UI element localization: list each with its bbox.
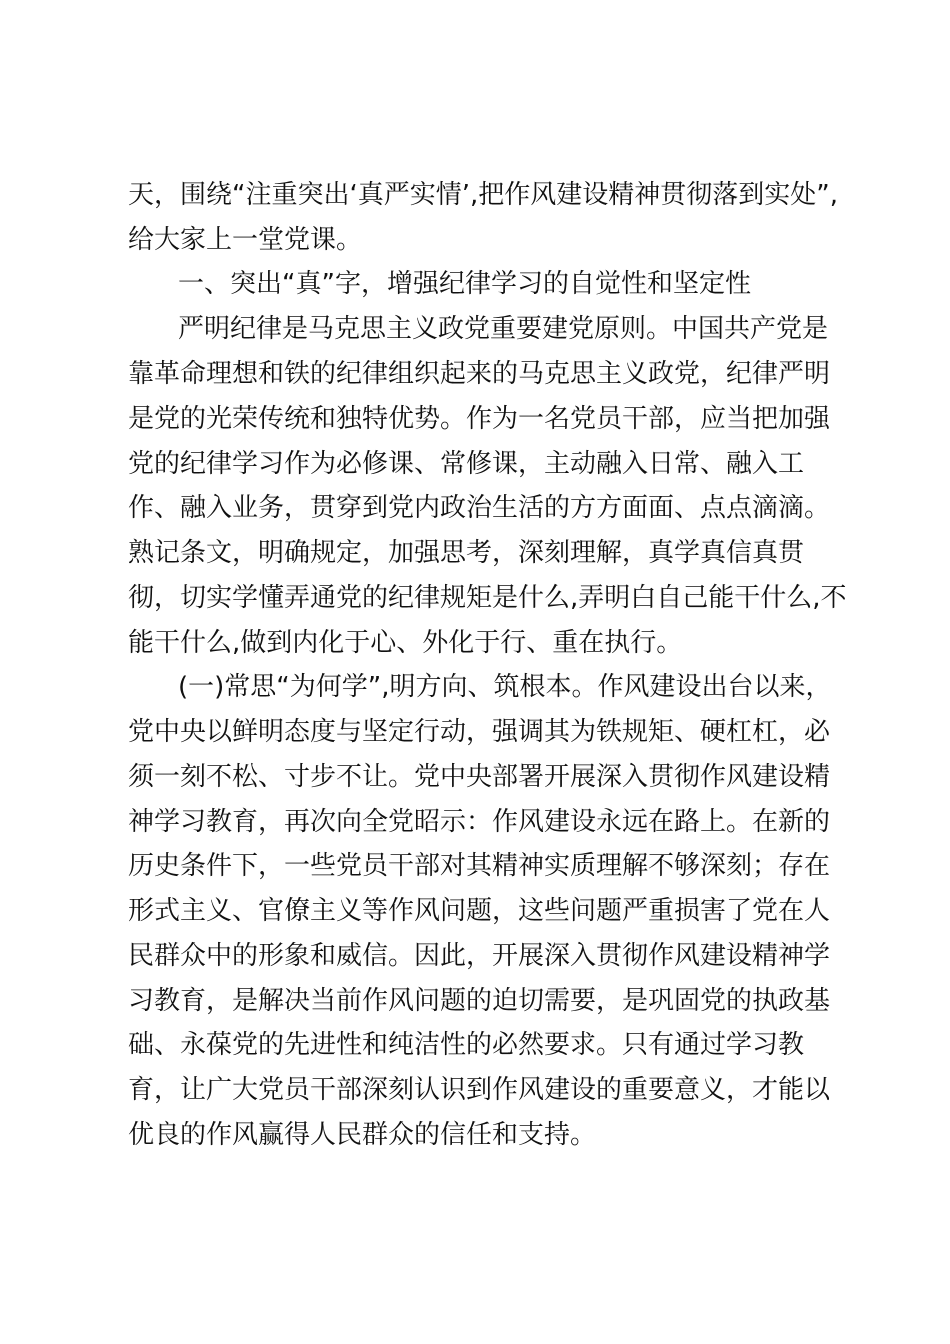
text-line: 天，围绕“注重突出‘真严实情’,把作风建设精神贯彻落到实处”, [128,180,838,210]
text-line: 历史条件下，一些党员干部对其精神实质理解不够深刻；存在 [128,851,831,881]
text-line: 靠革命理想和铁的纪律组织起来的马克思主义政党，纪律严明 [128,359,831,389]
text-line: 能干什么,做到内化于心、外化于行、重在执行。 [128,628,683,658]
text-line: 优良的作风赢得人民群众的信任和支持。 [128,1120,597,1150]
text-line: 彻，切实学懂弄通党的纪律规矩是什么,弄明白自己能干什么,不 [128,583,847,613]
text-line: 神学习教育，再次向全党昭示：作风建设永远在路上。在新的 [128,807,831,837]
text-line: 是党的光荣传统和独特优势。作为一名党员干部，应当把加强 [128,404,831,434]
text-line: 作、融入业务，贯穿到党内政治生活的方方面面、点点滴滴。 [128,493,831,523]
paragraph-first-line: 严明纪律是马克思主义政党重要建党原则。中国共产党是 [178,314,829,344]
text-line: 须一刻不松、寸步不让。党中央部署开展深入贯彻作风建设精 [128,762,831,792]
text-line: 党的纪律学习作为必修课、常修课，主动融入日常、融入工 [128,449,805,479]
section-heading: 一、突出“真”字，增强纪律学习的自觉性和坚定性 [178,269,751,299]
text-line: 形式主义、官僚主义等作风问题，这些问题严重损害了党在人 [128,896,831,926]
subsection-first-line: (一)常思“为何学”,明方向、筑根本。作风建设出台以来， [178,672,832,702]
text-line: 习教育，是解决当前作风问题的迫切需要，是巩固党的执政基 [128,986,831,1016]
text-line: 熟记条文，明确规定，加强思考，深刻理解，真学真信真贯 [128,538,805,568]
text-line: 民群众中的形象和威信。因此，开展深入贯彻作风建设精神学 [128,941,831,971]
text-line: 党中央以鲜明态度与坚定行动，强调其为铁规矩、硬杠杠，必 [128,717,831,747]
text-line: 给大家上一堂党课。 [128,225,363,255]
text-line: 础、永葆党的先进性和纯洁性的必然要求。只有通过学习教 [128,1030,805,1060]
text-line: 育，让广大党员干部深刻认识到作风建设的重要意义，才能以 [128,1075,831,1105]
